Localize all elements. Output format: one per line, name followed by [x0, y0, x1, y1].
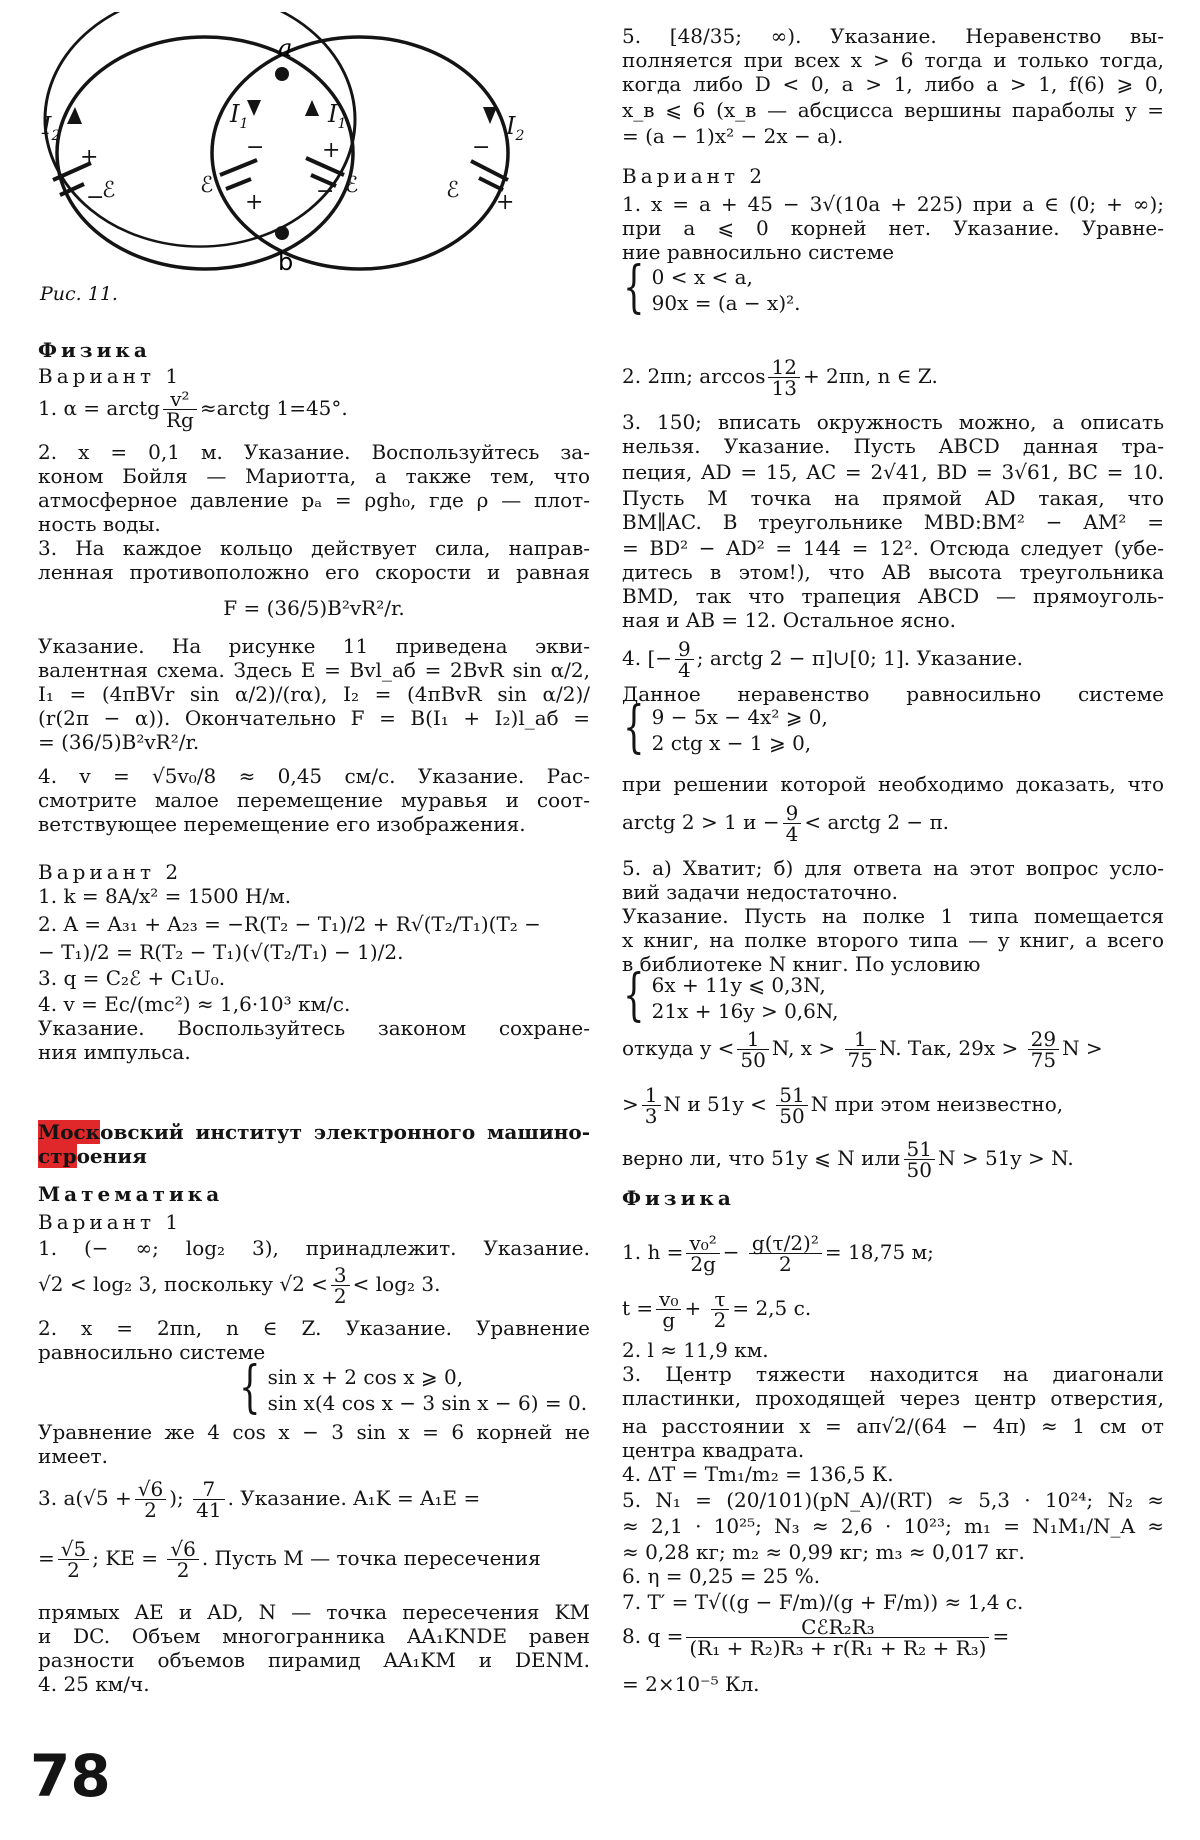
- page-number: 78: [30, 1742, 111, 1810]
- text-line: вий задачи недостаточно.: [622, 880, 899, 904]
- text-line: Пусть M точка на прямой AD такая, что: [622, 486, 1164, 510]
- text-line: валентная схема. Здесь E = Bvl_аб = 2BvR sin α/2,: [38, 658, 590, 682]
- text-line: 5. N₁ = (20/101)(pN_A)/(RT) ≈ 5,3 · 10²⁴; N₂ ≈: [622, 1488, 1164, 1512]
- text-line: = BD² − AD² = 144 = 12². Отсюда следует (убе-: [622, 536, 1164, 560]
- physics-heading-2: Физика: [622, 1186, 735, 1210]
- text-line: ≈ 2,1 · 10²⁵; N₃ ≈ 2,6 · 10²³; m₁ = N₁M₁/N_A ≈: [622, 1514, 1164, 1538]
- physics-heading: Физика: [38, 338, 151, 362]
- text-line: 3. Центр тяжести находится на диагонали: [622, 1362, 1164, 1386]
- text-line: 4. 25 км/ч.: [38, 1672, 150, 1696]
- formula-line: = $\frac{√5}{2}$ ; KE = $\frac{√6}{2}$ . Пусть M — точка пересечения: [38, 1537, 541, 1582]
- text-line: смотрите малое перемещение муравья и соот-: [38, 788, 590, 812]
- current-label-outer-left: $I_2$: [42, 112, 61, 144]
- node-b-dot: [275, 226, 289, 240]
- text-line: ветствующее перемещение его изображения.: [38, 812, 526, 836]
- text-line: на расстоянии x = aπ√2/(64 − 4π) ≈ 1 см от: [622, 1414, 1164, 1438]
- sign-5: +: [322, 138, 341, 163]
- text-line: ние равносильно системе: [622, 240, 895, 264]
- formula-line: верно ли, что 51y ⩽ N или $\frac{51}{50}$ N > 51y > N.: [622, 1137, 1074, 1182]
- math-variant-1-heading: Вариант 1: [38, 1210, 183, 1234]
- sign-2: −: [86, 185, 105, 210]
- text-line: ность воды.: [38, 512, 161, 536]
- text-line: x_в ⩽ 6 (x_в — абсцисса вершины параболы y =: [622, 98, 1164, 122]
- left-ring: [45, 12, 355, 247]
- formula-line: arctg 2 > 1 и − $\frac{9}{4}$ < arctg 2 − π.: [622, 801, 950, 846]
- node-a-dot: [275, 67, 289, 81]
- text-line: имеет.: [38, 1444, 108, 1468]
- text-line: равносильно системе: [38, 1340, 266, 1364]
- text-line: разности объемов пирамид AA₁KM и DENM.: [38, 1648, 590, 1672]
- text-line: 2. x = 0,1 м. Указание. Воспользуйтесь за-: [38, 440, 590, 464]
- text-line: x книг, на полке второго типа — y книг, а всего: [622, 928, 1164, 952]
- text-line: прямых AE и AD, N — точка пересечения KM: [38, 1600, 590, 1624]
- formula-line: √2 < log₂ 3, поскольку √2 < $\frac{3}{2}$ < log₂ 3.: [38, 1263, 441, 1308]
- formula-line: t = $\frac{\text{v₀}}{g}$ + $\frac{\tau}{2}$ = 2,5 с.: [622, 1287, 812, 1332]
- text-line: центра квадрата.: [622, 1438, 805, 1462]
- text-line: дитесь в этом!), что AB высота треугольника: [622, 560, 1164, 584]
- formula-line: 3. a(√5 + $\frac{√6}{2}$ ); $\frac{7}{41}$ . Указание. A₁K = A₁E =: [38, 1477, 481, 1522]
- text-line: 3. На каждое кольцо действует сила, направ-: [38, 536, 590, 560]
- text-line: 7. T′ = T√((g − F/m)/(g + F/m)) ≈ 1,4 с.: [622, 1590, 1024, 1614]
- current-label-outer-right: $I_2$: [506, 112, 525, 144]
- text-line: = (a − 1)x² − 2x − a).: [622, 124, 844, 148]
- institute-heading-line-2: строения: [38, 1144, 147, 1168]
- math-variant-2-heading: Вариант 2: [622, 164, 767, 188]
- formula-line: 2. 2πn; arccos $\frac{12}{13}$ + 2πn, n ∈ Z.: [622, 355, 938, 400]
- formula-line: 8. q = $\frac{\text{CℰR₂R₃}}{\text{(R₁ + R₂)R₃ + r(R₁ + R₂ + R₃)}}$ =: [622, 1615, 1010, 1660]
- text-line: при a ⩽ 0 корней нет. Указание. Уравне-: [622, 216, 1164, 240]
- figure-caption: Рис. 11.: [40, 283, 118, 305]
- node-b-label: b: [278, 248, 294, 276]
- equation-system: { 6x + 11y ⩽ 0,3N, 21x + 16y > 0,6N,: [623, 963, 839, 1028]
- text-line: полняется при всех x > 6 тогда и только тогда,: [622, 48, 1164, 72]
- arrow-inner-left: [247, 100, 261, 116]
- text-line: 4. ΔT = Tm₁/m₂ = 136,5 К.: [622, 1462, 894, 1486]
- text-line: Данное неравенство равносильно системе: [622, 682, 1164, 706]
- sign-8: +: [496, 190, 515, 215]
- text-line: ≈ 0,28 кг; m₂ ≈ 0,99 кг; m₃ ≈ 0,017 кг.: [622, 1540, 1025, 1564]
- text-line: 2. x = 2πn, n ∈ Z. Указание. Уравнение: [38, 1316, 590, 1340]
- text-line: ленная противоположно его скорости и равная: [38, 560, 590, 584]
- text-line: коном Бойля — Мариотта, а также тем, что: [38, 464, 590, 488]
- text-line: 5. [48/35; ∞). Указание. Неравенство вы-: [622, 24, 1164, 48]
- text-line: 2. l ≈ 11,9 км.: [622, 1338, 769, 1362]
- text-line: ная и AB = 12. Остальное ясно.: [622, 608, 956, 632]
- current-label-inner-right: $I_1$: [328, 100, 347, 132]
- text-line: 1. (− ∞; log₂ 3), принадлежит. Указание.: [38, 1236, 590, 1260]
- text-line: ния импульса.: [38, 1040, 191, 1064]
- formula-line: 4. [− $\frac{9}{4}$ ; arctg 2 − π]∪[0; 1]. Указание.: [622, 637, 1024, 682]
- text-line: Указание. На рисунке 11 приведена экви-: [38, 634, 590, 658]
- emf-label-1: ℰ: [102, 178, 116, 203]
- equation-system: { 0 < x < a, 90x = (a − x)².: [623, 255, 801, 320]
- text-line: атмосферное давление pₐ = ρgh₀, где ρ — плот-: [38, 488, 590, 512]
- text-line: пеция, AD = 15, AC = 2√41, BD = 3√61, BC = 10.: [622, 460, 1164, 484]
- text-line: пластинки, проходящей через центр отверстия,: [622, 1386, 1164, 1410]
- equation-system: { sin x + 2 cos x ⩾ 0, sin x(4 cos x − 3 sin x − 6) = 0.: [239, 1355, 588, 1420]
- left-ring-shape: [57, 37, 353, 269]
- sign-4: +: [245, 190, 264, 215]
- equation-system: { 9 − 5x − 4x² ⩾ 0, 2 ctg x − 1 ⩾ 0,: [623, 695, 828, 760]
- variant-1-heading: Вариант 1: [38, 364, 183, 388]
- circuit-figure: [20, 12, 540, 282]
- text-line: Указание. Пусть на полке 1 типа помещается: [622, 904, 1164, 928]
- math-heading: Математика: [38, 1182, 224, 1206]
- arrow-inner-right: [305, 100, 319, 116]
- text-line: = (36/5)B²vR²/r.: [38, 730, 200, 754]
- text-line: 4. v = √5v₀/8 ≈ 0,45 см/с. Указание. Рас-: [38, 764, 590, 788]
- text-line: (r(2π − α)). Окончательно F = B(I₁ + I₂)l_аб =: [38, 706, 590, 730]
- formula-line: откуда y < $\frac{1}{50}$ N, x > $\frac{1}{75}$ N. Так, 29x > $\frac{29}{75}$ N >: [622, 1027, 1103, 1072]
- text-line: 6. η = 0,25 = 25 %.: [622, 1564, 821, 1588]
- text-line: Указание. Воспользуйтесь законом сохране-: [38, 1016, 590, 1040]
- text-line: Уравнение же 4 cos x − 3 sin x = 6 корней не: [38, 1420, 590, 1444]
- answer-1-line: 1. α = arctg $\frac{\text{v²}}{Rg}$ ≈arctg 1=45°.: [38, 387, 348, 432]
- text-line: BMD, так что трапеция ABCD — прямоуголь-: [622, 584, 1164, 608]
- formula-line: F = (36/5)B²vR²/r.: [223, 596, 405, 620]
- text-line: − T₁)/2 = R(T₂ − T₁)(√(T₂/T₁) − 1)/2.: [38, 940, 404, 964]
- sign-6: −: [316, 179, 335, 204]
- text-line: в библиотеке N книг. По условию: [622, 952, 981, 976]
- current-label-inner-left: $I_1$: [230, 100, 249, 132]
- sign-1: +: [80, 145, 99, 170]
- variant-2-heading: Вариант 2: [38, 860, 183, 884]
- institute-heading-line-1: Московский институт электронного машино-: [38, 1120, 590, 1144]
- text-line: нельзя. Указание. Пусть ABCD данная тра-: [622, 434, 1164, 458]
- text-line: 1. x = a + 45 − 3√(10a + 225) при a ∈ (0; + ∞);: [622, 192, 1164, 216]
- sign-3: −: [246, 135, 265, 160]
- text-line: BM∥AC. В треугольнике MBD:BM² − AM² =: [622, 510, 1164, 534]
- emf-label-2: ℰ: [200, 173, 214, 198]
- text-line: когда либо D < 0, a > 1, либо a > 1, f(6) ⩾ 0,: [622, 72, 1164, 96]
- arrow-outer-right: [483, 107, 497, 124]
- text-line: 5. а) Хватит; б) для ответа на этот вопрос усло-: [622, 856, 1164, 880]
- text-line: 2. A = A₃₁ + A₂₃ = −R(T₂ − T₁)/2 + R√(T₂/T₁)(T₂ −: [38, 912, 541, 936]
- formula-line: > $\frac{1}{3}$ N и 51y < $\frac{51}{50}$ N при этом неизвестно,: [622, 1083, 1064, 1128]
- emf-label-4: ℰ: [446, 178, 460, 203]
- text-line: 4. v = Ec/(mc²) ≈ 1,6·10³ км/с.: [38, 992, 351, 1016]
- battery-inner-left: [220, 160, 257, 189]
- formula-line: 1. h = $\frac{\text{v₀²}}{2g}$ − $\frac{\text{g(τ/2)²}}{2}$ = 18,75 м;: [622, 1231, 934, 1276]
- node-a-label: a: [278, 34, 293, 62]
- text-line: I₁ = (4πBVr sin α/2)/(rα), I₂ = (4πBvR sin α/2)/: [38, 682, 590, 706]
- emf-label-3: ℰ: [345, 173, 359, 198]
- sign-7: −: [472, 135, 491, 160]
- text-line: при решении которой необходимо доказать, что: [622, 772, 1164, 796]
- text-line: и DC. Объем многогранника AA₁KNDE равен: [38, 1624, 590, 1648]
- text-line: = 2×10⁻⁵ Кл.: [622, 1672, 760, 1696]
- text-line: 3. 150; вписать окружность можно, а описать: [622, 410, 1164, 434]
- text-line: 1. k = 8A/x² = 1500 Н/м.: [38, 884, 292, 908]
- text-line: 3. q = C₂ℰ + C₁U₀.: [38, 966, 226, 990]
